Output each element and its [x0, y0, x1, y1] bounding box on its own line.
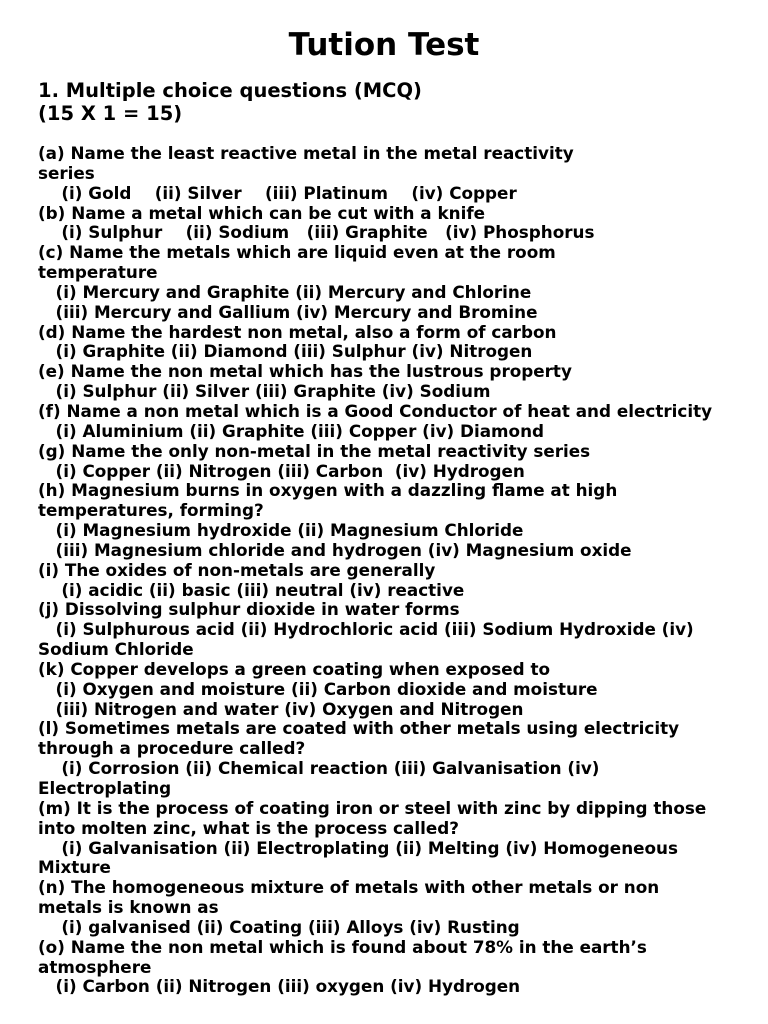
question-item: [38, 362, 768, 402]
answer-options: (iii) Mercury and Gallium (iv) Mercury and Bromine: [38, 301, 538, 322]
question-item: [38, 204, 768, 244]
question-text: (a) Name the least reactive metal in the metal reactivity: [38, 143, 574, 163]
answer-options: (i) Carbon (ii) Nitrogen (iii) oxygen (iv) Hydrogen: [38, 976, 521, 997]
question-list: [38, 144, 768, 997]
question-text: (b) Name a metal which can be cut with a knife: [38, 202, 486, 223]
question-text: series: [38, 162, 95, 183]
question-text: metals is known as: [38, 897, 219, 918]
answer-options: (i) Sulphurous acid (ii) Hydrochloric acid (iii) Sodium Hydroxide (iv): [38, 619, 694, 640]
answer-options: Sodium Chloride: [38, 639, 194, 660]
question-item: [38, 719, 768, 798]
question-text: (o) Name the non metal which is found about 78% in the earth’s: [38, 936, 647, 957]
question-text: (g) Name the only non-metal in the metal reactivity series: [38, 440, 591, 461]
question-item: [38, 144, 768, 204]
answer-options: (i) galvanised (ii) Coating (iii) Alloys (iv) Rusting: [38, 916, 520, 937]
question-item: [38, 660, 768, 720]
question-item: [38, 799, 768, 878]
answer-options: (i) Graphite (ii) Diamond (iii) Sulphur (iv) Nitrogen: [38, 341, 533, 362]
question-text: (f) Name a non metal which is a Good Conductor of heat and electricity: [38, 400, 713, 421]
section-heading-line: 1. Multiple choice questions (MCQ): [38, 79, 422, 102]
section-heading: [38, 79, 422, 125]
answer-options: (i) acidic (ii) basic (iii) neutral (iv) reactive: [38, 579, 465, 600]
answer-options: (i) Gold (ii) Silver (iii) Platinum (iv) Copper: [38, 182, 517, 203]
question-text: (n) The homogeneous mixture of metals with other metals or non: [38, 877, 660, 898]
question-text: temperatures, forming?: [38, 500, 264, 521]
question-item: [38, 878, 768, 938]
question-item: [38, 600, 768, 660]
question-text: (d) Name the hardest non metal, also a form of carbon: [38, 321, 557, 342]
question-item: [38, 323, 768, 363]
page-title: Tution Test: [288, 27, 480, 63]
answer-options: (i) Magnesium hydroxide (ii) Magnesium Chloride: [38, 520, 524, 541]
question-item: [38, 402, 768, 442]
answer-options: (i) Copper (ii) Nitrogen (iii) Carbon (iv) Hydrogen: [38, 460, 525, 481]
question-text: temperature: [38, 262, 158, 283]
answer-options: (i) Sulphur (ii) Silver (iii) Graphite (iv) Sodium: [38, 381, 491, 402]
question-text: (m) It is the process of coating iron or steel with zinc by dipping those: [38, 797, 707, 818]
answer-options: (iii) Nitrogen and water (iv) Oxygen and Nitrogen: [38, 698, 524, 719]
question-text: (e) Name the non metal which has the lustrous property: [38, 361, 572, 382]
section-marks-line: (15 X 1 = 15): [38, 102, 183, 125]
question-text: (c) Name the metals which are liquid even at the room: [38, 242, 556, 263]
answer-options: (i) Mercury and Graphite (ii) Mercury and Chlorine: [38, 281, 532, 302]
answer-options: Mixture: [38, 857, 111, 878]
question-text: (h) Magnesium burns in oxygen with a dazzling flame at high: [38, 480, 618, 501]
question-text: (l) Sometimes metals are coated with other metals using electricity: [38, 718, 680, 739]
question-text: atmosphere: [38, 956, 152, 977]
answer-options: (i) Galvanisation (ii) Electroplating (ii) Melting (iv) Homogeneous: [38, 837, 678, 858]
question-text: into molten zinc, what is the process called?: [38, 817, 459, 838]
answer-options: Electroplating: [38, 778, 172, 798]
question-text: through a procedure called?: [38, 738, 306, 759]
answer-options: (i) Sulphur (ii) Sodium (iii) Graphite (iv) Phosphorus: [38, 222, 595, 243]
question-text: (k) Copper develops a green coating when exposed to: [38, 658, 551, 679]
question-item: [38, 561, 768, 601]
question-item: [38, 481, 768, 560]
question-text: (i) The oxides of non-metals are generally: [38, 559, 436, 580]
question-text: (j) Dissolving sulphur dioxide in water forms: [38, 599, 460, 620]
answer-options: (i) Oxygen and moisture (ii) Carbon dioxide and moisture: [38, 678, 598, 699]
question-item: [38, 442, 768, 482]
answer-options: (i) Aluminium (ii) Graphite (iii) Copper (iv) Diamond: [38, 420, 545, 441]
question-item: [38, 938, 768, 998]
answer-options: (i) Corrosion (ii) Chemical reaction (iii) Galvanisation (iv): [38, 758, 600, 779]
question-item: [38, 243, 768, 322]
answer-options: (iii) Magnesium chloride and hydrogen (iv) Magnesium oxide: [38, 539, 632, 560]
